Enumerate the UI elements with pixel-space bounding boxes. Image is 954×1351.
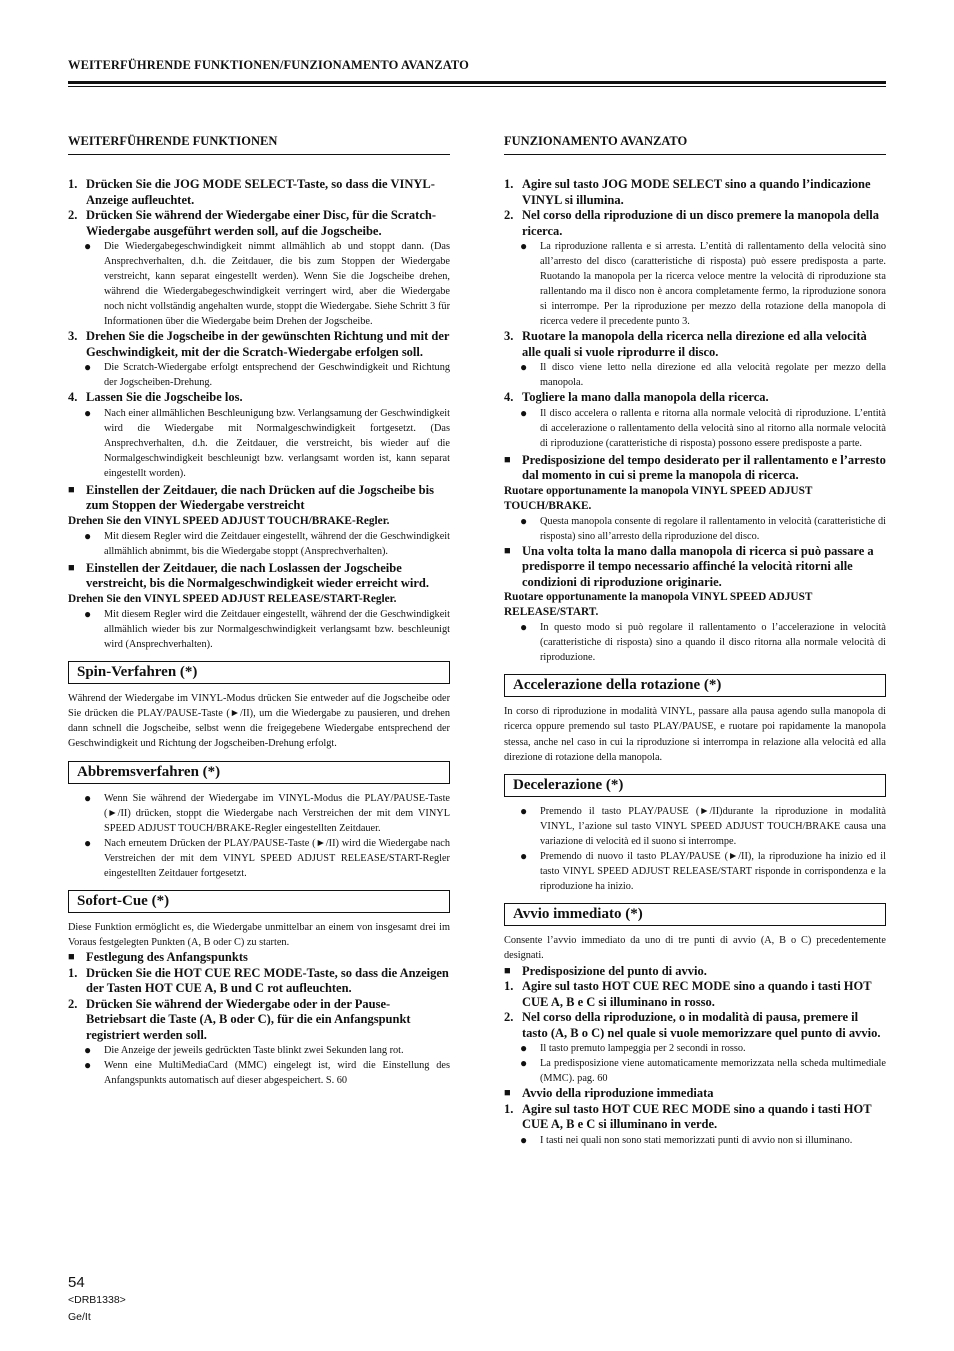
bullet-item: ● Il tasto premuto lampeggia per 2 secondi in rosso. xyxy=(520,1041,746,1056)
square-bullet-icon: ■ xyxy=(504,544,511,557)
step-item: 4. Togliere la mano dalla manopola della ricerca. xyxy=(504,390,769,404)
section-box-heading: Sofort-Cue (*) xyxy=(68,890,450,913)
bullet-dot-icon: ● xyxy=(520,1056,528,1071)
step-item: 2. Drücken Sie während der Wiedergabe einer Disc, für die Scratch-Wiedergabe ausgeführt werden soll, auf die Jogscheibe. xyxy=(68,208,436,238)
page-header xyxy=(68,58,886,87)
language-code: Ge/It xyxy=(68,1311,91,1323)
subsection-heading: ■ Predisposizione del tempo desiderato per il rallentamento e l’arresto dal momento in cui si preme la manopola di ricerca. xyxy=(504,452,886,482)
instruction-line: Drehen Sie den VINYL SPEED ADJUST RELEASE/START-Regler. xyxy=(68,592,397,605)
bullet-item: ● Questa manopola consente di regolare il rallentamento in velocità (caratteristiche di risposta) sino all’arresto della riproduzione del disco. xyxy=(520,513,886,542)
bullet-dot-icon: ● xyxy=(520,360,528,374)
section-box-heading: Accelerazione della rotazione (*) xyxy=(504,674,886,697)
step-item: 3. Ruotare la manopola della ricerca nella direzione ed alla velocità alle quali si vuole riprodurre il disco. xyxy=(504,329,867,359)
bullet-dot-icon: ● xyxy=(84,1043,92,1058)
page-footer xyxy=(68,1274,126,1326)
subsection-heading: ■ Einstellen der Zeitdauer, die nach Drücken auf die Jogscheibe bis zum Stoppen der Wiedergabe verstreicht xyxy=(68,482,434,512)
bullet-dot-icon: ● xyxy=(84,1058,92,1073)
instruction-line: Drehen Sie den VINYL SPEED ADJUST TOUCH/BRAKE-Regler. xyxy=(68,514,390,527)
instruction-line: Ruotare opportunamente la manopola VINYL SPEED ADJUST TOUCH/BRAKE. xyxy=(504,484,813,512)
subsection-heading: ■ Einstellen der Zeitdauer, die nach Loslassen der Jogscheibe verstreicht, bis die Normalgeschwindigkeit wieder erreicht wird. xyxy=(68,560,429,590)
section-paragraph: Während der Wiedergabe im VINYL-Modus drücken Sie entweder auf die Jogscheibe oder Sie drücken die PLAY/PAUSE-Taste (►/II), um die Wiedergabe zu pausieren, und drehen dann schnell die Jogscheibe, selbst wenn die freigegebene Wiedergabe entsprechend der Geschwindigkeit und Richtung der Jogscheiben-Drehung erfolgt. xyxy=(68,692,450,750)
bullet-item: ● Die Scratch-Wiedergabe erfolgt entsprechend der Geschwindigkeit und Richtung der Jogscheiben-Drehung. xyxy=(84,360,450,388)
bullet-dot-icon: ● xyxy=(520,804,528,819)
bullet-dot-icon: ● xyxy=(520,1041,528,1056)
section-paragraph: In corso di riproduzione in modalità VINYL, passare alla pausa agendo sulla manopola di ricerca oppure premendo sul tasto PLAY/PAUSE, e ruotare poi rapidamente la manopola stessa, anche nel caso in cui la riproduzione si interrompa in relazione alla velocità ed alla direzione di rotazione della manopola. xyxy=(504,706,886,763)
step-item: 3. Drehen Sie die Jogscheibe in der gewünschten Richtung und mit der Geschwindigkeit, mit der die Scratch-Wiedergabe erfolgen soll. xyxy=(68,329,450,359)
right-column-italian xyxy=(504,134,886,1148)
step-item: 4. Lassen Sie die Jogscheibe los. xyxy=(68,390,243,404)
bullet-item: ● La riproduzione rallenta e si arresta. L’entità di rallentamento della velocità sino all’arresto del disco (caratteristiche di risposta) può essere predisposta a parte. Ruotando la manopola per la ricerca veloce mentre la velocità di riproduzione sta rallentando ma il disco non è ancora completamente fermo, la riproduzione sonora si interrompe. Per la riproduzione per mezzo della rotazione della manopola di ricerca vedere il precedente punto 3. xyxy=(520,239,886,327)
square-bullet-icon: ■ xyxy=(68,951,75,964)
bullet-dot-icon: ● xyxy=(84,835,92,850)
bullet-item: ● Wenn Sie während der Wiedergabe im VINYL-Modus die PLAY/PAUSE-Taste (►/II) drücken, stoppt die Wiedergabe nach Verstreichen der mit dem VINYL SPEED ADJUST TOUCH/BRAKE-Regler eingestellten Zeitdauer. xyxy=(84,790,450,834)
left-column-german xyxy=(68,134,450,1088)
bullet-dot-icon: ● xyxy=(84,606,92,621)
bullet-dot-icon: ● xyxy=(520,1132,528,1147)
bullet-item: ● Mit diesem Regler wird die Zeitdauer eingestellt, während der die Geschwindigkeit allmählich wieder bis zur Normalgeschwindigkeit verlangsamt bzw. beschleunigt wird (Ansprechverhalten). xyxy=(84,606,450,650)
bullet-dot-icon: ● xyxy=(84,239,92,253)
step-item: 1. Drücken Sie die HOT CUE REC MODE-Taste, so dass die Anzeigen der Tasten HOT CUE A, B und C rot aufleuchten. xyxy=(68,965,449,996)
bullet-dot-icon: ● xyxy=(84,360,92,374)
step-item: 1. Drücken Sie die JOG MODE SELECT-Taste, so dass die VINYL-Anzeige aufleuchtet. xyxy=(68,177,435,207)
bullet-item: ● Mit diesem Regler wird die Zeitdauer eingestellt, während der die Geschwindigkeit allmählich abnimmt, bis die Wiedergabe stoppt (Ansprechverhalten). xyxy=(84,528,450,557)
header-rule-thick xyxy=(68,81,886,84)
bullet-item: ● Premendo di nuovo il tasto PLAY/PAUSE (►/II), la riproduzione ha inizio ed il tasto VINYL SPEED ADJUST RELEASE/START risponde in corrispondenza e la riproduzione ha inizio. xyxy=(520,849,886,893)
step-item: 2. Drücken Sie während der Wiedergabe oder in der Pause-Betriebsart die Taste (A, B oder C), für die ein Anfangspunkt registriert werden soll. xyxy=(68,996,411,1042)
bullet-dot-icon: ● xyxy=(520,239,528,253)
document-code: <DRB1338> xyxy=(68,1294,126,1306)
bullet-item: ● Wenn eine MultiMediaCard (MMC) eingelegt ist, wird die Einstellung des Anfangspunkts automatisch auf dieser abgespeichert. S. 60 xyxy=(84,1058,450,1087)
square-bullet-icon: ■ xyxy=(504,964,511,977)
instruction-line: Ruotare opportunamente la manopola VINYL SPEED ADJUST RELEASE/START. xyxy=(504,591,813,618)
bullet-item: ● I tasti nei quali non sono stati memorizzati punti di avvio non si illuminano. xyxy=(520,1132,853,1147)
subsection-heading: ■ Avvio della riproduzione immediata xyxy=(504,1086,714,1101)
left-column-title: WEITERFÜHRENDE FUNKTIONEN xyxy=(68,134,450,155)
page-number: 54 xyxy=(68,1274,85,1291)
section-paragraph: Diese Funktion ermöglicht es, die Wiedergabe unmittelbar an einem von insgesamt drei im Voraus festgelegten Punkten (A, B oder C) zu starten. xyxy=(68,921,450,948)
bullet-item: ● Die Wiedergabegeschwindigkeit nimmt allmählich ab und stoppt dann. (Das Ansprechverhalten, d.h. die Zeitdauer, die bis zum Stoppen der Wiedergabe verstreicht, kann separat eingestellt werden). Wenn Sie die Jogscheibe drehen, während die Wiedergabegeschwindigkeit verringert wird, aber die Wiedergabe noch nicht vollständig angehalten wurde, stoppt die Wiedergabe. Siehe Schritt 3 für Informationen über die Wiedergabe beim Drehen der Jogscheibe. xyxy=(84,239,450,327)
step-item: 1. Agire sul tasto HOT CUE REC MODE sino a quando i tasti HOT CUE A, B e C si illuminano in rosso. xyxy=(504,979,872,1009)
step-item: 1. Agire sul tasto HOT CUE REC MODE sino a quando i tasti HOT CUE A, B e C si illuminano in verde. xyxy=(504,1101,872,1132)
section-box-heading: Abbremsverfahren (*) xyxy=(68,761,450,784)
subsection-heading: ■ Una volta tolta la mano dalla manopola di ricerca si può passare a predisporre il tempo necessario affinché la velocità ritorni alle condizioni di riproduzione originarie. xyxy=(504,543,874,589)
section-box-heading: Spin-Verfahren (*) xyxy=(68,661,450,684)
bullet-item: ● Il disco accelera o rallenta e ritorna alla normale velocità di riproduzione. L’entità di accelerazione o rallentamento della velocità sino al ritorno alla normale velocità di riproduzione (caratteristiche di risposta) possono essere predisposte a parte. xyxy=(520,405,886,449)
subsection-heading: ■ Predisposizione del punto di avvio. xyxy=(504,963,707,978)
section-box-heading: Decelerazione (*) xyxy=(504,774,886,797)
subsection-heading: ■ Festlegung des Anfangspunkts xyxy=(68,950,248,965)
section-paragraph: Consente l’avvio immediato da uno di tre punti di avvio (A, B o C) precedentemente designati. xyxy=(504,935,886,962)
bullet-item: ● Nach erneutem Drücken der PLAY/PAUSE-Taste (►/II) wird die Wiedergabe nach Verstreichen der mit dem VINYL SPEED ADJUST RELEASE/START-Regler eingestellten Zeitdauer fortgesetzt. xyxy=(84,835,450,879)
bullet-dot-icon: ● xyxy=(520,405,528,420)
square-bullet-icon: ■ xyxy=(504,1087,511,1100)
section-box-heading: Avvio immediato (*) xyxy=(504,903,886,926)
bullet-item: ● Premendo il tasto PLAY/PAUSE (►/II)durante la riproduzione in modalità VINYL, l’azione sul tasto VINYL SPEED ADJUST TOUCH/BRAKE causa una variazione di velocità ed il suono si interrompe. xyxy=(520,804,886,848)
bullet-dot-icon: ● xyxy=(520,849,528,864)
bullet-dot-icon: ● xyxy=(84,405,92,420)
bullet-item: ● La predisposizione viene automaticamente memorizzata nella scheda multimediale (MMC). pag. 60 xyxy=(520,1056,886,1085)
step-item: 2. Nel corso della riproduzione, o in modalità di pausa, premere il tasto (A, B o C) nel quale si vuole memorizzare quel punto di avvio. xyxy=(504,1010,881,1040)
page-header-title: WEITERFÜHRENDE FUNKTIONEN/FUNZIONAMENTO AVANZATO xyxy=(68,58,469,72)
bullet-dot-icon: ● xyxy=(520,620,528,634)
bullet-dot-icon: ● xyxy=(84,790,92,805)
bullet-dot-icon: ● xyxy=(520,513,528,528)
bullet-item: ● Die Anzeige der jeweils gedrückten Taste blinkt zwei Sekunden lang rot. xyxy=(84,1043,404,1058)
bullet-item: ● Il disco viene letto nella direzione ed alla velocità regolate per mezzo della manopola. xyxy=(520,360,886,388)
square-bullet-icon: ■ xyxy=(68,561,75,574)
right-column-title: FUNZIONAMENTO AVANZATO xyxy=(504,134,886,155)
bullet-item: ● Nach einer allmählichen Beschleunigung bzw. Verlangsamung der Geschwindigkeit wird die Wiedergabe mit Normalgeschwindigkeit fortgesetzt. (Das Ansprechverhalten, d.h. die Zeitdauer, die verstreicht, bis wieder auf die Normalgeschwindigkeit beschleunigt bzw. verlangsamt worden ist, kann separat eingestellt worden). xyxy=(84,405,450,479)
step-item: 2. Nel corso della riproduzione di un disco premere la manopola della ricerca. xyxy=(504,208,879,238)
bullet-dot-icon: ● xyxy=(84,528,92,543)
header-rule-thin xyxy=(68,86,886,87)
square-bullet-icon: ■ xyxy=(68,483,75,496)
square-bullet-icon: ■ xyxy=(504,453,511,466)
step-item: 1. Agire sul tasto JOG MODE SELECT sino a quando l’indicazione VINYL si illumina. xyxy=(504,177,871,207)
bullet-item: ● In questo modo si può regolare il rallentamento o l’accelerazione in velocità (caratteristiche di risposta) sino a quando il disco ritorna alla normale velocità di riproduzione. xyxy=(520,620,886,663)
